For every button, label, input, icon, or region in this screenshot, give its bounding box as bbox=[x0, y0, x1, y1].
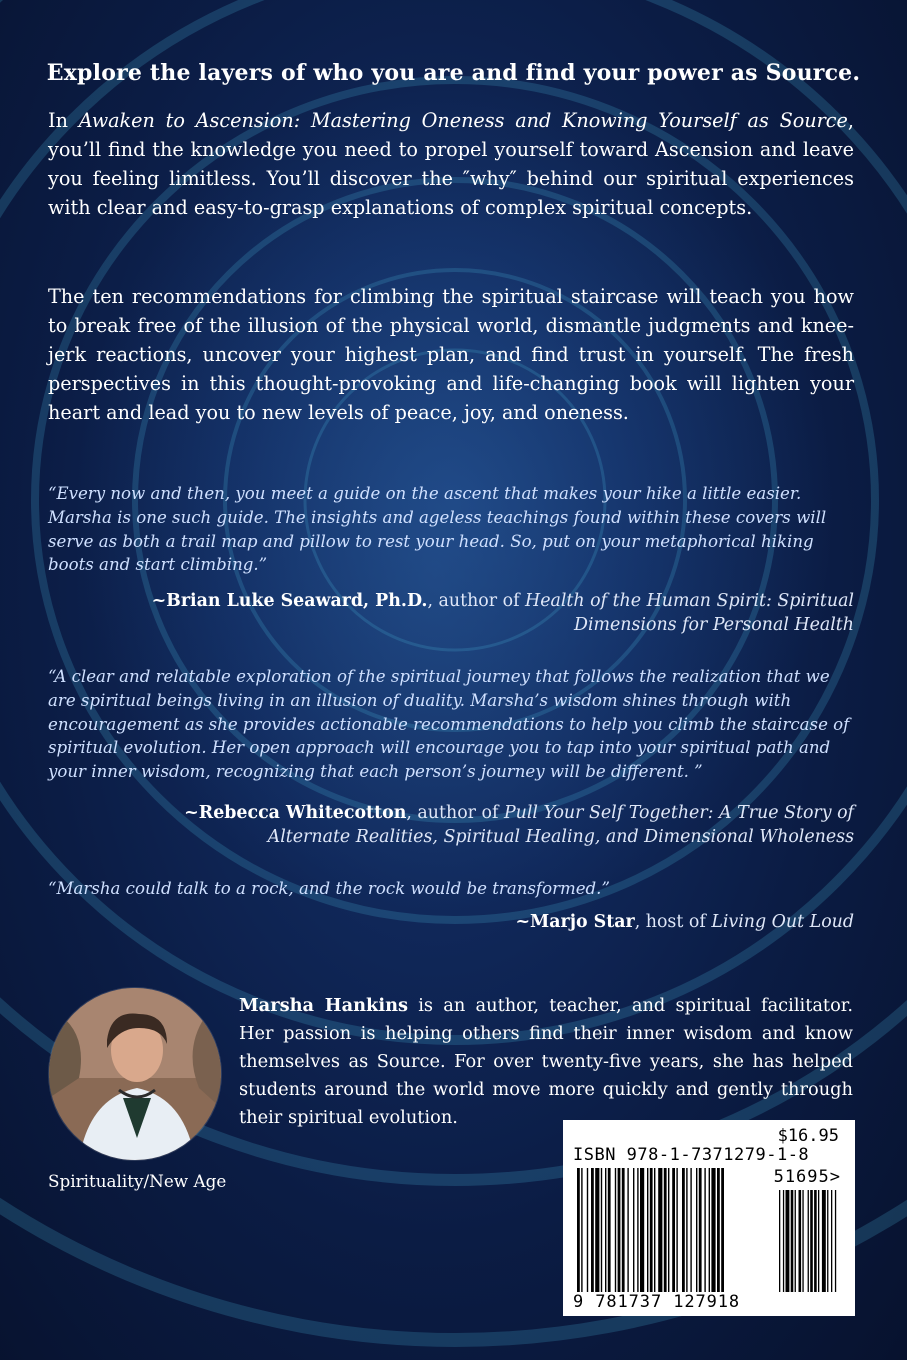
barcode-bar bbox=[591, 1168, 594, 1292]
barcode-bar bbox=[717, 1168, 720, 1292]
barcode-bar bbox=[633, 1168, 634, 1292]
endorsement-attribution-1 bbox=[134, 590, 854, 638]
barcode-bar bbox=[587, 1168, 588, 1292]
addon-bar bbox=[802, 1190, 803, 1292]
addon-bar bbox=[810, 1190, 813, 1292]
barcode-panel bbox=[563, 1120, 855, 1316]
addon-bar bbox=[799, 1190, 802, 1292]
addon-bar bbox=[818, 1190, 819, 1292]
barcode-bar bbox=[672, 1168, 675, 1292]
barcode-bar bbox=[637, 1168, 638, 1292]
description-paragraph: The ten recommendations for climbing the spiritual staircase will teach you how to break free of the illusion of the physical world, dismantle judgments and knee-jerk reactions, uncover your highest plan, and find trust in yourself. The fresh perspectives in this thought-provoking and life-changing book will lighten your heart and lead you to new levels of peace, joy, and oneness. bbox=[48, 285, 854, 424]
barcode-bar bbox=[618, 1168, 621, 1292]
barcode-bar bbox=[622, 1168, 625, 1292]
endorser-work-3: Living Out Loud bbox=[711, 912, 854, 932]
barcode-bar bbox=[577, 1168, 580, 1292]
intro-paragraph bbox=[48, 106, 854, 222]
endorser-role-2: , author of bbox=[406, 803, 504, 823]
barcode-bar bbox=[704, 1168, 705, 1292]
addon-bar bbox=[814, 1190, 817, 1292]
addon-bar bbox=[827, 1190, 828, 1292]
barcode-bar bbox=[595, 1168, 599, 1292]
author-photo bbox=[49, 988, 221, 1160]
addon-bar bbox=[795, 1190, 796, 1292]
price-label: $16.95 bbox=[777, 1126, 839, 1146]
book-title: Awaken to Ascension: Mastering Oneness and Knowing Yourself as Source bbox=[78, 109, 848, 132]
barcode-bar bbox=[640, 1168, 644, 1292]
price-addon-digits: 51695> bbox=[773, 1167, 841, 1187]
barcode-bar bbox=[608, 1168, 611, 1292]
barcode-bar bbox=[658, 1168, 662, 1292]
addon-bar bbox=[808, 1190, 809, 1292]
addon-bar bbox=[786, 1190, 790, 1292]
barcode-bar bbox=[650, 1168, 653, 1292]
endorsement-attribution-2 bbox=[134, 802, 854, 850]
endorser-name-1: ~Brian Luke Seaward, Ph.D. bbox=[151, 591, 428, 611]
endorser-role-3: , host of bbox=[634, 912, 712, 932]
endorsement-attribution-3 bbox=[134, 911, 854, 935]
barcode-bar bbox=[676, 1168, 677, 1292]
addon-bar bbox=[831, 1190, 832, 1292]
addon-bar bbox=[791, 1190, 794, 1292]
barcode-bar bbox=[690, 1168, 691, 1292]
barcode-bar bbox=[647, 1168, 648, 1292]
author-name: Marsha Hankins bbox=[239, 995, 409, 1016]
endorser-role-1: , author of bbox=[427, 591, 526, 611]
isbn-label: ISBN 978-1-7371279-1-8 bbox=[573, 1145, 810, 1165]
author-bio-text: is an author, teacher, and spiritual facilitator. Her passion is helping others find their inner wisdom and know themselves as Source. For over twenty-five years, she has helped students around the world move more quickly and gently through their spiritual evolution. bbox=[239, 995, 853, 1128]
barcode-bar bbox=[668, 1168, 669, 1292]
addon-bar bbox=[835, 1190, 836, 1292]
barcode-bar bbox=[627, 1168, 628, 1292]
barcode-bar bbox=[682, 1168, 685, 1292]
barcode-bar bbox=[709, 1168, 710, 1292]
category-label: Spirituality/New Age bbox=[48, 1171, 227, 1191]
addon-bar bbox=[783, 1190, 784, 1292]
intro-lead: In bbox=[48, 109, 79, 132]
barcode-bar bbox=[664, 1168, 667, 1292]
addon-bar bbox=[822, 1190, 826, 1292]
barcode-bar bbox=[601, 1168, 602, 1292]
barcode-bar bbox=[711, 1168, 715, 1292]
endorser-work-1: Health of the Human Spirit: Spiritual Dimensions for Personal Health bbox=[525, 591, 854, 635]
barcode-bar bbox=[721, 1168, 724, 1292]
endorser-work-2: Pull Your Self Together: A True Story of Alternate Realities, Spiritual Healing, and Dimensional Wholeness bbox=[267, 803, 854, 847]
intro-rest: , you’ll find the knowledge you need to propel yourself toward Ascension and leave you feeling limitless. You’ll discover the ″why″ behind our spiritual experiences with clear and easy-to-grasp explanations of complex spiritual concepts. bbox=[48, 109, 855, 219]
endorsement-quote-3: “Marsha could talk to a rock, and the rock would be transformed.” bbox=[48, 879, 610, 898]
endorsement-quote-1: “Every now and then, you meet a guide on the ascent that makes your hike a little easier. Marsha is one such guide. The insights and ageless teachings found within these covers will serve as both a trail map and pillow to rest your head. So, put on your metaphorical hiking boots and start climbing.” bbox=[48, 484, 827, 575]
endorser-name-2: ~Rebecca Whitecotton bbox=[184, 803, 407, 823]
endorsement-quote-2: “A clear and relatable exploration of the spiritual journey that follows the realization that we are spiritual beings living in an illusion of duality. Marsha’s wisdom shines through with encouragement as she provides actionable recommendations to help you climb the staircase of spiritual evolution. Her open approach will encourage you to tap into your spiritual path and your inner wisdom, recognizing that each person’s journey will be different. ” bbox=[48, 667, 850, 782]
endorser-name-3: ~Marjo Star bbox=[515, 912, 635, 932]
barcode-bar bbox=[605, 1168, 606, 1292]
barcode-bar bbox=[696, 1168, 697, 1292]
addon-bar bbox=[779, 1190, 780, 1292]
barcode-bar bbox=[581, 1168, 582, 1292]
barcode-bar bbox=[686, 1168, 687, 1292]
barcode-bars bbox=[573, 1168, 845, 1298]
headline: Explore the layers of who you are and find your power as Source. bbox=[46, 60, 861, 86]
author-bio bbox=[239, 992, 853, 1132]
barcode-bar bbox=[654, 1168, 655, 1292]
barcode-bar bbox=[615, 1168, 616, 1292]
ean-digits: 9 781737 127918 bbox=[573, 1292, 741, 1312]
barcode-bar bbox=[699, 1168, 702, 1292]
